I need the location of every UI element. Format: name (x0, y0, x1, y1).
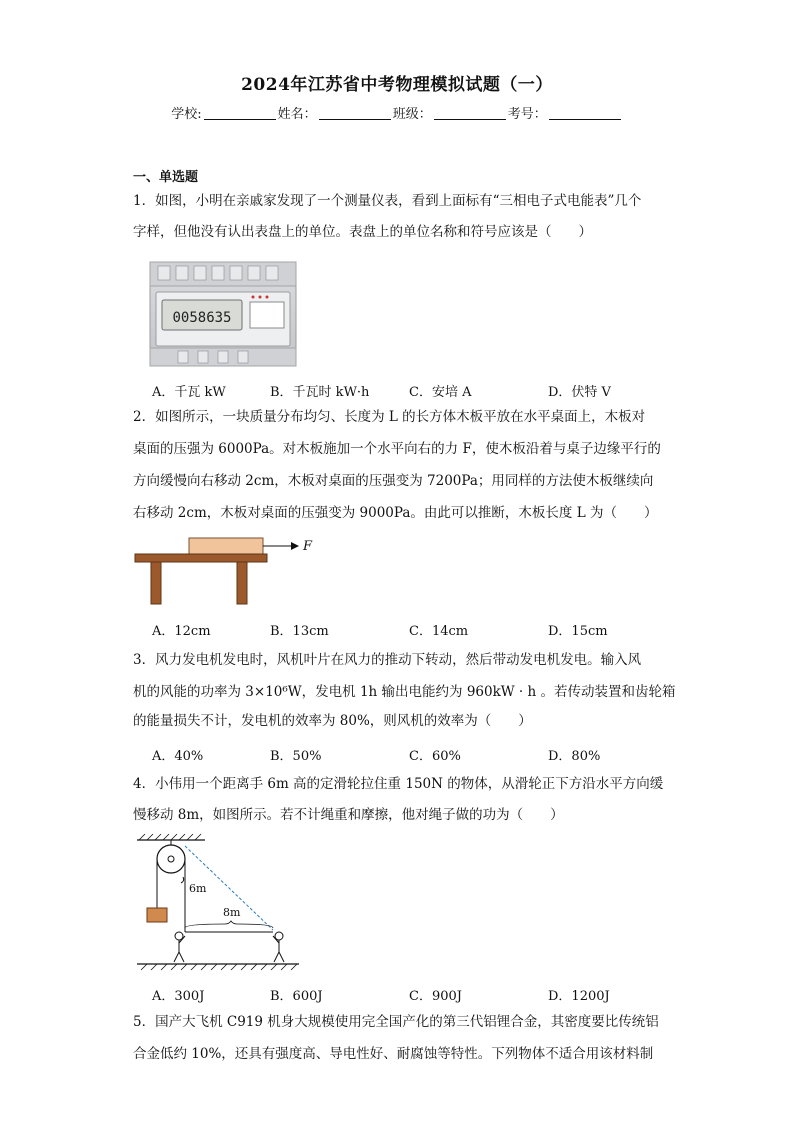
q4-option-b[interactable]: B．600J (270, 989, 323, 1004)
distance-label: 8m (223, 906, 241, 919)
student-info-row (0, 103, 794, 122)
q2-line-4: 右移动 2cm，木板对桌面的压强变为 9000Pa。由此可以推断，木板长度 L 为（ ） (133, 505, 658, 521)
q5-line-1: 5．国产大飞机 C919 机身大规模使用完全国产化的第三代铝锂合金，其密度要比传统铝 (133, 1014, 659, 1030)
electricity-meter-figure (148, 260, 298, 368)
q3-line-3: 的能量损失不计，发电机的效率为 80%，则风机的效率为（ ） (133, 713, 532, 729)
class-label: 班级： (392, 107, 432, 122)
q3-option-c[interactable]: C．60% (409, 749, 461, 764)
q1-line-1: 1．如图，小明在亲戚家发现了一个测量仪表，看到上面标有“三相电子式电能表”几个 (133, 193, 642, 209)
q3-option-d[interactable]: D．80% (548, 749, 601, 764)
q1-line-2: 字样，但他没有认出表盘上的单位。表盘上的单位名称和符号应该是（ ） (133, 224, 592, 240)
q4-line-2: 慢移动 8m，如图所示。若不计绳重和摩擦，他对绳子做的功为（ ） (133, 807, 564, 823)
height-label: 6m (189, 882, 207, 895)
q3-option-a[interactable]: A．40% (152, 749, 204, 764)
class-blank (434, 106, 506, 120)
q4-line-1: 4．小伟用一个距离手 6m 高的定滑轮拉住重 150N 的物体，从滑轮正下方沿水平方向缓 (133, 776, 664, 792)
q2-line-3: 方向缓慢向右移动 2cm，木板对桌面的压强变为 7200Pa；用同样的方法使木板继续向 (133, 473, 654, 489)
number-blank (549, 106, 621, 120)
q3-option-b[interactable]: B．50% (270, 749, 322, 764)
q2-line-1: 2．如图所示，一块质量分布均匀、长度为 L 的长方体木板平放在水平桌面上，木板对 (133, 409, 646, 425)
name-blank (319, 106, 391, 120)
name-label: 姓名： (277, 107, 317, 122)
meter-display-digits: 0058635 (172, 310, 232, 326)
q4-option-a[interactable]: A．300J (152, 989, 205, 1004)
q4-option-d[interactable]: D．1200J (548, 989, 610, 1004)
force-label: F (303, 539, 313, 554)
q2-line-2: 桌面的压强为 6000Pa。对木板施加一个水平向右的力 F，使木板沿着与桌子边缘平行的 (133, 441, 661, 457)
q1-option-a[interactable]: A．千瓦 kW (152, 385, 226, 400)
q5-line-2: 合金低约 10%，还具有强度高、导电性好、耐腐蚀等特性。下列物体不适合用该材料制 (133, 1046, 654, 1062)
board-on-table-figure (133, 532, 323, 608)
q4-option-c[interactable]: C．900J (409, 989, 462, 1004)
number-label: 考号： (507, 107, 547, 122)
pulley-figure (133, 832, 303, 974)
q2-option-a[interactable]: A．12cm (152, 624, 211, 639)
q3-line-1: 3．风力发电机发电时，风机叶片在风力的推动下转动，然后带动发电机发电。输入风 (133, 652, 642, 668)
q3-line-2: 机的风能的功率为 3×10⁶W，发电机 1h 输出电能约为 960kW · h 。若传动装置和齿轮箱 (133, 684, 676, 700)
q1-option-d[interactable]: D．伏特 V (548, 385, 611, 400)
q1-option-b[interactable]: B．千瓦时 kW·h (270, 385, 370, 400)
school-blank (204, 106, 276, 120)
q1-option-c[interactable]: C．安培 A (409, 385, 472, 400)
school-label: 学校: (171, 107, 202, 122)
q2-option-d[interactable]: D．15cm (548, 624, 608, 639)
q2-option-b[interactable]: B．13cm (270, 624, 329, 639)
q2-option-c[interactable]: C．14cm (409, 624, 469, 639)
page-title: 2024年江苏省中考物理模拟试题（一） (241, 75, 553, 95)
section-heading: 一、单选题 (133, 170, 199, 185)
